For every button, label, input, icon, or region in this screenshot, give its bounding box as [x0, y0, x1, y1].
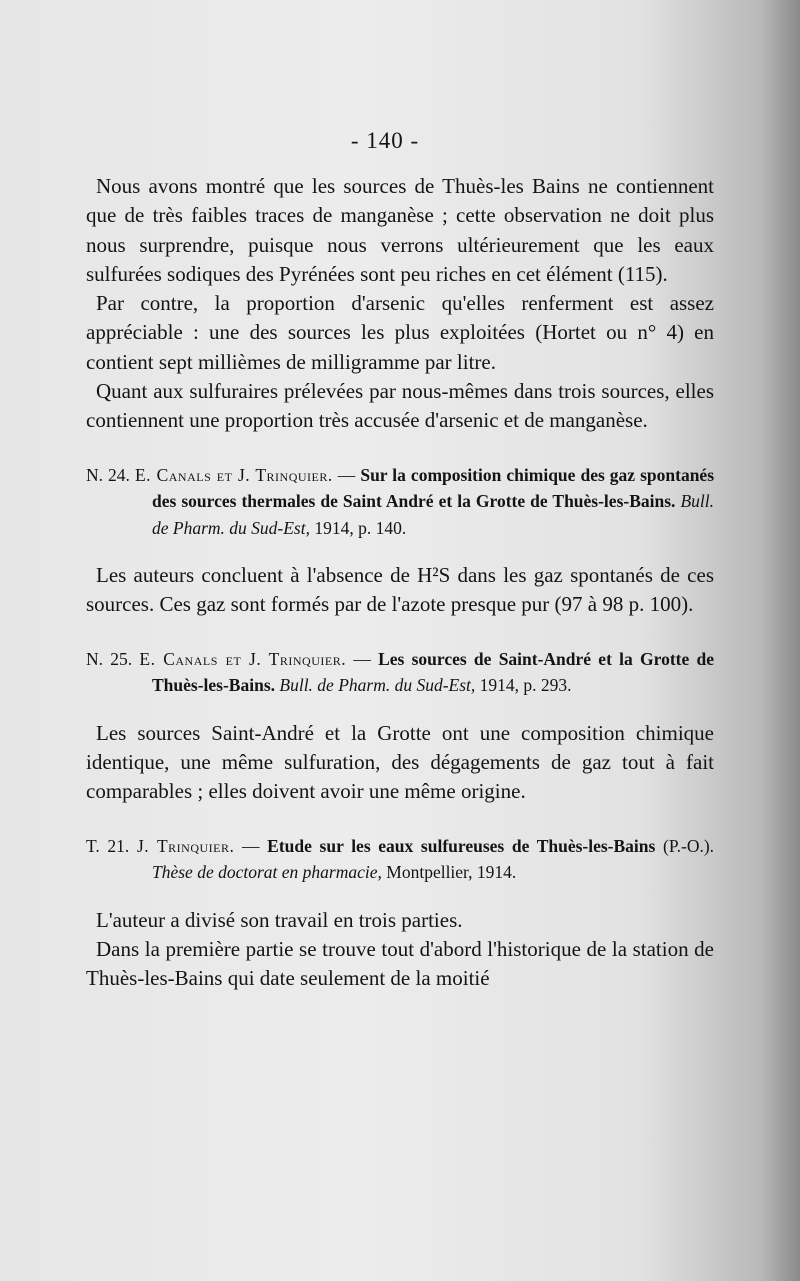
entry-dash: —: [346, 648, 379, 669]
page-number: - 140 -: [350, 128, 420, 153]
entry-dash: —: [332, 464, 361, 485]
entry-details: 1914, p. 293.: [479, 675, 572, 696]
entry-summary: Les sources Saint-André et la Grotte ont une composition chimique identique, une même sulfuration, des dégagements de gaz tout à fait comparables ; elles doivent avoir une même origine.: [86, 720, 714, 804]
entry-ref: N. 24.: [86, 464, 130, 485]
bibliography-entry-n24: [86, 462, 714, 542]
entry-title: Sur la composition chimique des gaz spontanés des sources thermales de Saint André et la Grotte de Thuès-les-Bains.: [152, 464, 715, 512]
bibliography-entry-t21: [86, 833, 714, 886]
entry-journal: Thèse de doctorat en pharmacie,: [152, 862, 382, 883]
intro-paragraph-2: Par contre, la proportion d'arsenic qu'elles renferment est assez appréciable : une des sources les plus exploitées (Hortet ou n° 4) en contient sept millièmes de milligramme par litre.: [86, 291, 714, 374]
entry-summary: L'auteur a divisé son travail en trois parties.: [96, 907, 463, 932]
entry-authors: E. Canals et J. Trinquier.: [139, 648, 347, 669]
entry-dash: —: [234, 835, 268, 856]
entry-title: Etude sur les eaux sulfureuses de Thuès-les-Bains: [267, 835, 656, 856]
bibliography-entry-n25: [86, 646, 714, 699]
intro-paragraph-3: Quant aux sulfuraires prélevées par nous-mêmes dans trois sources, elles contiennent une proportion très accusée d'arsenic et de manganèse.: [86, 379, 714, 433]
entry-journal: Bull. de Pharm. du Sud-Est,: [152, 491, 714, 538]
entry-ref: N. 25.: [86, 648, 133, 669]
entry-title: Les sources de Saint-André et la Grotte de Thuès-les-Bains.: [152, 648, 715, 696]
entry-journal: Bull. de Pharm. du Sud-Est,: [279, 675, 476, 696]
entry-authors: E. Canals et J. Trinquier.: [134, 464, 333, 485]
entry-details: 1914, p. 140.: [314, 517, 407, 538]
entry-authors: J. Trinquier.: [136, 835, 235, 856]
entry-summary: Les auteurs concluent à l'absence de H²S dans les gaz spontanés de ces sources. Ces gaz sont formés par de l'azote presque pur (97 à 98 p. 100).: [86, 563, 714, 617]
intro-paragraph-1: Nous avons montré que les sources de Thuès-les Bains ne contiennent que de très faibles traces de manganèse ; cette observation ne doit plus nous surprendre, puisque nous verrons ultérieurement que les eaux sulfurées sodiques des Pyrénées sont peu riches en cet élément (115).: [86, 174, 714, 286]
page-body: [86, 172, 714, 994]
entry-ref: T. 21.: [86, 835, 130, 856]
entry-location: (P.-O.).: [663, 835, 715, 856]
entry-summary-continued: Dans la première partie se trouve tout d'abord l'historique de la station de Thuès-les-Bains qui date seulement de la moitié: [86, 936, 714, 991]
entry-details: Montpellier, 1914.: [386, 862, 517, 883]
